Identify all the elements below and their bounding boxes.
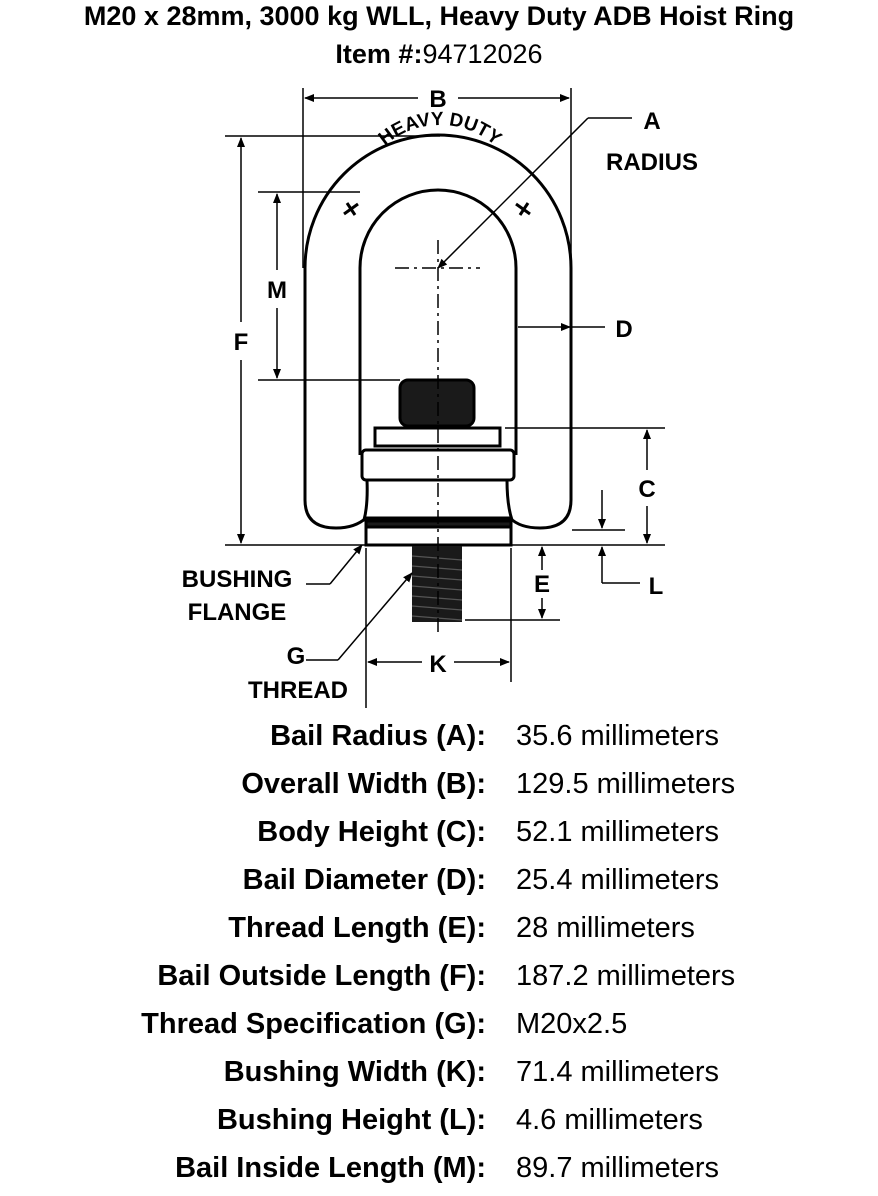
spec-value: 35.6 millimeters <box>516 720 720 752</box>
spec-label: Bail Radius (A): <box>270 720 486 752</box>
spec-row <box>0 1100 878 1148</box>
label-c: C <box>638 476 656 503</box>
spec-row <box>0 764 878 812</box>
spec-label: Bushing Width (K): <box>223 1056 486 1088</box>
label-e: E <box>533 571 551 598</box>
label-radius: RADIUS <box>605 149 699 176</box>
spec-row <box>0 860 878 908</box>
spec-value: 52.1 millimeters <box>516 816 720 848</box>
label-d: D <box>615 316 633 343</box>
label-a: A <box>643 108 661 135</box>
spec-label: Overall Width (B): <box>241 768 486 800</box>
spec-value: 129.5 millimeters <box>516 768 736 800</box>
spec-value: 89.7 millimeters <box>516 1152 720 1184</box>
label-k: K <box>429 651 447 678</box>
label-bushing: BUSHING <box>181 566 293 593</box>
label-m: M <box>267 277 287 304</box>
spec-row <box>0 1148 878 1196</box>
label-thread: THREAD <box>248 677 348 704</box>
spec-value: 187.2 millimeters <box>516 960 736 992</box>
heavy-duty-emboss <box>344 109 530 215</box>
spec-value: 28 millimeters <box>516 912 695 944</box>
spec-label: Body Height (C): <box>257 816 486 848</box>
spec-row <box>0 956 878 1004</box>
spec-row <box>0 1004 878 1052</box>
label-g: G <box>286 643 306 670</box>
label-b: B <box>429 86 447 113</box>
product-title: M20 x 28mm, 3000 kg WLL, Heavy Duty ADB Hoist Ring <box>83 1 795 31</box>
thread-stud <box>412 546 462 622</box>
spec-row <box>0 812 878 860</box>
spec-value: 4.6 millimeters <box>516 1104 703 1136</box>
label-f: F <box>233 329 249 356</box>
spec-value: M20x2.5 <box>516 1008 628 1040</box>
spec-label: Bail Diameter (D): <box>242 864 486 896</box>
item-number: 94712026 <box>422 39 543 69</box>
svg-text:HEAVY DUTY: HEAVY DUTY <box>374 108 506 150</box>
spec-row <box>0 908 878 956</box>
spec-value: 25.4 millimeters <box>516 864 720 896</box>
spec-row <box>0 1052 878 1100</box>
hoist-ring-dimension-diagram <box>0 80 878 710</box>
label-l: L <box>648 573 664 600</box>
label-flange: FLANGE <box>187 599 287 626</box>
spec-label: Bail Inside Length (M): <box>175 1152 486 1184</box>
spec-value: 71.4 millimeters <box>516 1056 720 1088</box>
item-number-line <box>0 38 878 70</box>
spec-label: Thread Specification (G): <box>141 1008 486 1040</box>
spec-row <box>0 716 878 764</box>
spec-label: Bushing Height (L): <box>216 1104 486 1136</box>
item-label: Item #: <box>335 39 423 69</box>
spec-label: Thread Length (E): <box>228 912 486 944</box>
spec-label: Bail Outside Length (F): <box>157 960 486 992</box>
